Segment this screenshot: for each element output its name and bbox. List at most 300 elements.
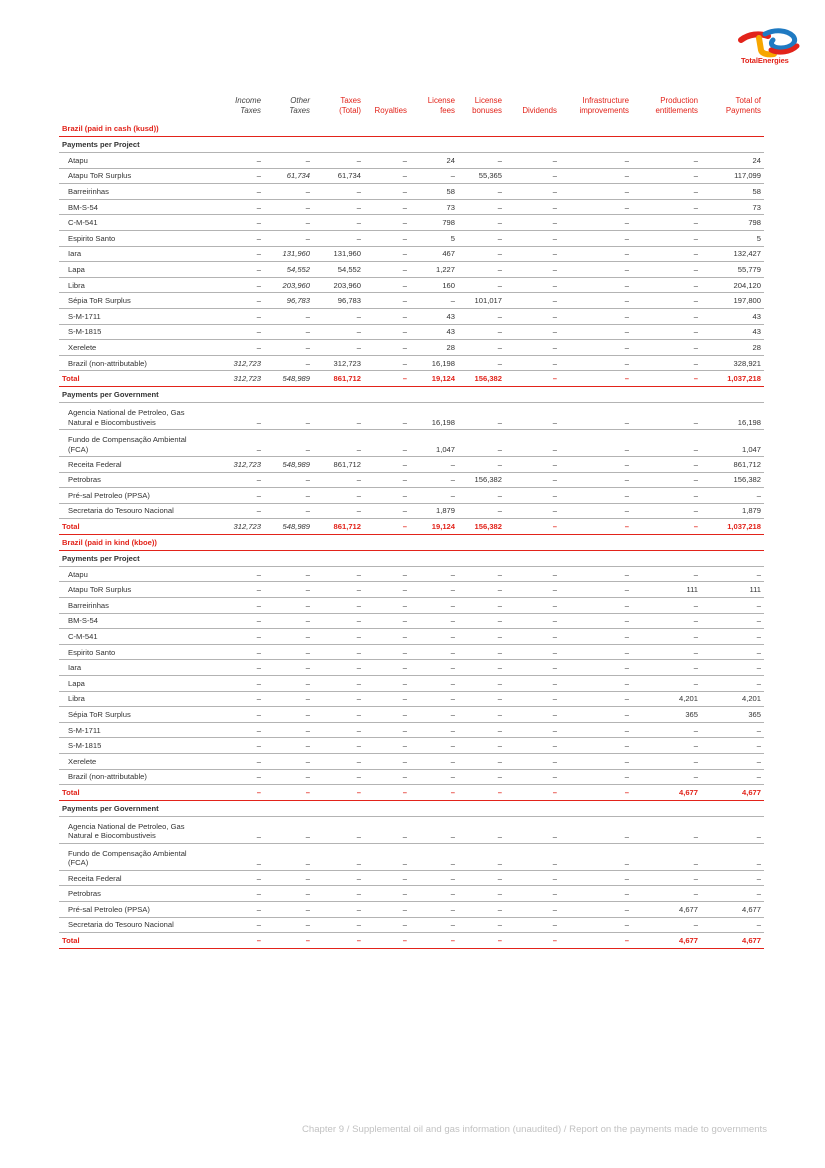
cell-value: – [313,215,364,231]
section-title: Brazil (paid in cash (kusd)) [59,121,764,137]
cell-value: – [364,355,410,371]
cell-value: 43 [410,324,458,340]
cell-value: – [207,262,264,278]
subsection-title: Payments per Government [59,800,764,816]
cell-value: – [264,707,313,723]
cell-value: – [207,613,264,629]
cell-value: – [410,613,458,629]
cell-value: – [410,598,458,614]
cell-value: – [207,230,264,246]
cell-value: – [264,629,313,645]
column-header [313,96,364,121]
cell-value: – [364,340,410,356]
column-header-line2: Taxes [240,105,261,115]
table-row [59,503,764,519]
cell-value: – [632,644,701,660]
cell-value: – [632,355,701,371]
cell-value: – [560,901,632,917]
cell-value: – [632,262,701,278]
cell-value: – [505,488,560,504]
cell-value: – [505,816,560,843]
cell-value: – [505,769,560,785]
table-row [59,613,764,629]
cell-value: – [264,738,313,754]
column-header-line1: Income [235,96,261,105]
cell-value: – [505,246,560,262]
cell-value: – [410,722,458,738]
cell-value: – [560,262,632,278]
cell-value: – [505,153,560,169]
cell-value: – [505,168,560,184]
table-row [59,293,764,309]
cell-value: – [505,519,560,535]
cell-value: – [207,184,264,200]
cell-value: – [264,933,313,949]
cell-value: – [364,676,410,692]
cell-value: – [560,199,632,215]
cell-value: – [313,566,364,582]
cell-value: – [505,340,560,356]
row-label: S-M-1711 [59,722,207,738]
cell-value: – [364,816,410,843]
column-header-line2: improvements [579,105,629,115]
table-row [59,691,764,707]
cell-value: – [505,371,560,387]
cell-value: – [264,355,313,371]
cell-value: 467 [410,246,458,262]
cell-value: 548,989 [264,371,313,387]
cell-value: – [458,754,505,770]
cell-value: 312,723 [207,355,264,371]
cell-value: – [364,738,410,754]
cell-value: 328,921 [701,355,764,371]
cell-value: – [458,769,505,785]
cell-value: 1,047 [701,429,764,456]
cell-value: – [458,277,505,293]
cell-value: – [207,168,264,184]
column-header-line2: (Total) [339,105,361,115]
cell-value: – [458,738,505,754]
cell-value: – [364,472,410,488]
column-header-line1: License [474,96,502,105]
cell-value: – [560,184,632,200]
cell-value: 312,723 [313,355,364,371]
table-row [59,644,764,660]
cell-value: – [410,917,458,933]
cell-value: – [505,785,560,801]
cell-value: – [364,456,410,472]
table-row [59,769,764,785]
cell-value: – [264,184,313,200]
column-header-line1: Production [660,96,698,105]
cell-value: – [264,870,313,886]
column-header [264,96,313,121]
column-header [560,96,632,121]
cell-value: – [505,355,560,371]
cell-value: – [364,184,410,200]
cell-value: – [505,215,560,231]
cell-value: 4,201 [632,691,701,707]
cell-value: – [313,308,364,324]
cell-value: – [207,199,264,215]
subsection-title: Payments per Project [59,550,764,566]
total-row [59,371,764,387]
row-label: Petrobras [59,886,207,902]
cell-value: 4,677 [701,933,764,949]
cell-value: – [207,293,264,309]
cell-value: – [364,901,410,917]
table-row [59,153,764,169]
cell-value: – [410,901,458,917]
cell-value: – [207,429,264,456]
cell-value: – [560,598,632,614]
cell-value: 111 [632,582,701,598]
cell-value: – [505,503,560,519]
cell-value: – [632,660,701,676]
cell-value: – [560,933,632,949]
cell-value: – [364,933,410,949]
cell-value: 160 [410,277,458,293]
cell-value: – [458,184,505,200]
cell-value: – [207,215,264,231]
cell-value: – [632,230,701,246]
cell-value: 156,382 [458,519,505,535]
cell-value: – [560,582,632,598]
column-header-line1: Infrastructure [582,96,629,105]
table-row [59,598,764,614]
cell-value: – [632,402,701,429]
cell-value: – [410,582,458,598]
cell-value: – [364,246,410,262]
cell-value: – [632,277,701,293]
cell-value: – [410,629,458,645]
column-header-line1: License [427,96,455,105]
cell-value: – [560,429,632,456]
row-label: Lapa [59,676,207,692]
cell-value: 5 [701,230,764,246]
row-label: C-M-541 [59,215,207,231]
cell-value: – [364,308,410,324]
cell-value: – [207,246,264,262]
table-row [59,215,764,231]
cell-value: – [313,644,364,660]
cell-value: – [410,870,458,886]
row-label: Lapa [59,262,207,278]
cell-value: – [632,153,701,169]
row-label: Receita Federal [59,456,207,472]
cell-value: – [458,722,505,738]
cell-value: 1,879 [410,503,458,519]
cell-value: – [458,340,505,356]
table-row [59,843,764,870]
cell-value: 96,783 [313,293,364,309]
column-header-line2: Payments [725,105,761,115]
cell-value: – [410,769,458,785]
cell-value: – [458,355,505,371]
cell-value: – [410,660,458,676]
table-row [59,660,764,676]
cell-value: – [207,629,264,645]
table-row [59,738,764,754]
cell-value: 58 [701,184,764,200]
cell-value: – [505,230,560,246]
cell-value: 43 [701,324,764,340]
cell-value: – [560,371,632,387]
cell-value: 4,677 [632,933,701,949]
cell-value: 548,989 [264,456,313,472]
cell-value: – [207,843,264,870]
row-label: Espirito Santo [59,644,207,660]
cell-value: – [505,901,560,917]
cell-value: – [313,901,364,917]
cell-value: – [560,785,632,801]
row-label: Sépia ToR Surplus [59,293,207,309]
cell-value: – [458,660,505,676]
total-row [59,785,764,801]
cell-value: – [364,199,410,215]
cell-value: – [264,230,313,246]
cell-value: – [560,488,632,504]
cell-value: 111 [701,582,764,598]
cell-value: – [264,660,313,676]
cell-value: – [458,488,505,504]
cell-value: – [313,660,364,676]
cell-value: – [207,769,264,785]
column-header [505,96,560,121]
cell-value: – [701,754,764,770]
cell-value: 1,047 [410,429,458,456]
table-row [59,429,764,456]
row-label: Atapu [59,153,207,169]
cell-value: – [632,917,701,933]
cell-value: – [701,566,764,582]
cell-value: – [410,472,458,488]
cell-value: – [264,472,313,488]
cell-value: – [207,754,264,770]
cell-value: – [505,402,560,429]
table-row [59,582,764,598]
cell-value: – [207,886,264,902]
cell-value: – [560,566,632,582]
cell-value: – [632,371,701,387]
cell-value: – [313,870,364,886]
subsection-heading [59,800,764,816]
cell-value: – [632,816,701,843]
cell-value: – [313,933,364,949]
cell-value: – [313,843,364,870]
cell-value: – [207,722,264,738]
cell-value: 1,037,218 [701,371,764,387]
cell-value: – [207,598,264,614]
cell-value: – [632,340,701,356]
cell-value: – [264,613,313,629]
table-row [59,277,764,293]
cell-value: 312,723 [207,456,264,472]
cell-value: – [458,566,505,582]
cell-value: – [560,886,632,902]
cell-value: – [264,153,313,169]
row-label: S-M-1815 [59,738,207,754]
subsection-heading [59,550,764,566]
row-label: S-M-1711 [59,308,207,324]
cell-value: – [458,870,505,886]
column-header-line2: Royalties [374,105,407,115]
cell-value: – [701,644,764,660]
cell-value: 61,734 [264,168,313,184]
cell-value: – [264,582,313,598]
cell-value: – [264,917,313,933]
cell-value: 197,800 [701,293,764,309]
cell-value: – [364,660,410,676]
cell-value: – [560,402,632,429]
cell-value: – [410,738,458,754]
cell-value: – [458,215,505,231]
cell-value: – [632,566,701,582]
cell-value: – [264,785,313,801]
cell-value: – [560,691,632,707]
table-row [59,246,764,262]
cell-value: – [264,843,313,870]
cell-value: – [632,184,701,200]
cell-value: – [505,199,560,215]
cell-value: – [505,843,560,870]
cell-value: – [410,933,458,949]
subsection-heading [59,137,764,153]
cell-value: – [560,355,632,371]
cell-value: – [560,870,632,886]
table-row [59,707,764,723]
column-header-line2: fees [440,105,455,115]
cell-value: – [207,917,264,933]
cell-value: – [313,402,364,429]
cell-value: – [560,917,632,933]
cell-value: – [264,769,313,785]
cell-value: – [505,324,560,340]
cell-value: – [560,738,632,754]
cell-value: – [207,707,264,723]
cell-value: – [364,843,410,870]
cell-value: – [632,676,701,692]
cell-value: – [313,472,364,488]
cell-value: – [207,566,264,582]
cell-value: – [410,566,458,582]
cell-value: – [264,215,313,231]
cell-value: – [313,629,364,645]
cell-value: – [458,308,505,324]
cell-value: – [505,566,560,582]
cell-value: – [264,503,313,519]
cell-value: 4,677 [701,785,764,801]
row-label: S-M-1815 [59,324,207,340]
cell-value: – [458,901,505,917]
cell-value: – [264,566,313,582]
payments-table [59,96,764,949]
cell-value: – [364,707,410,723]
cell-value: – [560,340,632,356]
cell-value: – [560,215,632,231]
cell-value: 156,382 [701,472,764,488]
cell-value: – [560,660,632,676]
cell-value: 312,723 [207,519,264,535]
cell-value: – [632,168,701,184]
cell-value: – [207,785,264,801]
cell-value: – [505,262,560,278]
subsection-heading [59,386,764,402]
cell-value: – [632,769,701,785]
cell-value: – [632,613,701,629]
cell-value: – [264,691,313,707]
cell-value: – [364,371,410,387]
cell-value: 203,960 [264,277,313,293]
cell-value: – [313,582,364,598]
cell-value: 43 [701,308,764,324]
cell-value: 96,783 [264,293,313,309]
cell-value: – [364,870,410,886]
cell-value: – [364,519,410,535]
cell-value: – [505,629,560,645]
cell-value: 156,382 [458,371,505,387]
cell-value: – [505,598,560,614]
cell-value: – [207,340,264,356]
cell-value: – [313,676,364,692]
cell-value: 861,712 [701,456,764,472]
cell-value: – [458,629,505,645]
cell-value: – [458,676,505,692]
cell-value: – [364,324,410,340]
cell-value: – [364,230,410,246]
cell-value: – [505,293,560,309]
table-row [59,870,764,886]
cell-value: – [560,472,632,488]
cell-value: – [364,629,410,645]
cell-value: – [410,691,458,707]
cell-value: – [313,184,364,200]
cell-value: – [632,293,701,309]
cell-value: 156,382 [458,472,505,488]
table-row [59,754,764,770]
table-row [59,340,764,356]
cell-value: – [458,503,505,519]
cell-value: – [364,886,410,902]
cell-value: – [458,613,505,629]
cell-value: – [505,660,560,676]
cell-value: – [560,816,632,843]
cell-value: – [264,644,313,660]
total-row [59,933,764,949]
subsection-title: Payments per Project [59,137,764,153]
cell-value: – [264,402,313,429]
cell-value: – [364,262,410,278]
row-label: Xerelete [59,340,207,356]
cell-value: – [505,613,560,629]
table-row [59,917,764,933]
cell-value: 132,427 [701,246,764,262]
cell-value: – [505,582,560,598]
cell-value: – [207,901,264,917]
cell-value: – [458,598,505,614]
cell-value: 365 [632,707,701,723]
cell-value: 4,677 [632,901,701,917]
header-blank [59,96,207,121]
cell-value: – [458,933,505,949]
table-row [59,629,764,645]
cell-value: – [410,843,458,870]
table-row [59,262,764,278]
cell-value: – [313,503,364,519]
row-label: Agencia National de Petroleo, Gas Natural e Biocombustiveis [59,816,207,843]
cell-value: – [207,816,264,843]
cell-value: – [632,324,701,340]
